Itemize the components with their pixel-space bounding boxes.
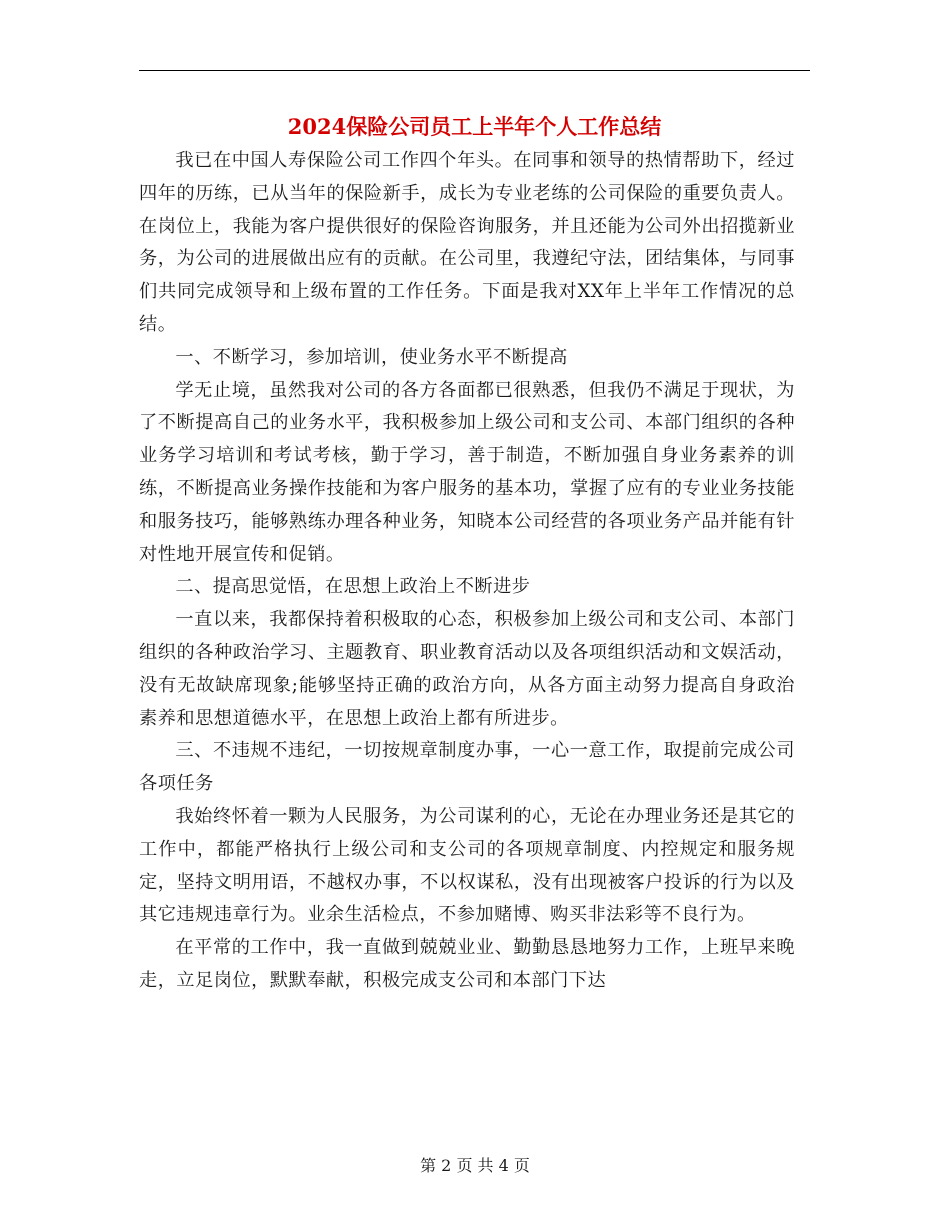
document-title: 2024保险公司员工上半年个人工作总结 xyxy=(287,114,662,139)
intro-paragraph: 我已在中国人寿保险公司工作四个年头。在同事和领导的热情帮助下，经过四年的历练，已从当年的保险新手，成长为专业老练的公司保险的重要负责人。在岗位上，我能为客户提供很好的保险咨询服务，并且还能为公司外出招揽新业务，为公司的进展做出应有的贡献。在公司里，我遵纪守法，团结集体，与同事们共同完成领导和上级布置的工作任务。下面是我对XX年上半年工作情况的总结。 xyxy=(139,150,795,335)
section-paragraph-1: 学无止境，虽然我对公司的各方各面都已很熟悉，但我仍不满足于现状，为了不断提高自己的业务水平，我积极参加上级公司和支公司、本部门组织的各种业务学习培训和考试考核，勤于学习，善于制造，不断加强自身业务素养的训练，不断提高业务操作技能和为客户服务的基本功，掌握了应有的专业业务技能和服务技巧，能够熟练办理各种业务，知晓本公司经营的各项业务产品并能有针对性地开展宣传和促销。 xyxy=(139,379,795,565)
section-heading-2: 二、提高思觉悟，在思想上政治上不断进步 xyxy=(175,576,531,598)
section-paragraph-4: 在平常的工作中，我一直做到兢兢业业、勤勤恳恳地努力工作，上班早来晚走，立足岗位，默默奉献，积极完成支公司和本部门下达 xyxy=(139,937,795,991)
page-number-footer: 第 2 页 共 4 页 xyxy=(420,1156,530,1175)
document-body xyxy=(139,145,795,998)
section-heading-1: 一、不断学习，参加培训，使业务水平不断提高 xyxy=(175,346,568,368)
header-rule xyxy=(139,70,810,71)
section-paragraph-3: 我始终怀着一颗为人民服务，为公司谋利的心，无论在办理业务还是其它的工作中，都能严格执行上级公司和支公司的各项规章制度、内控规定和服务规定，坚持文明用语，不越权办事，不以权谋私，没有出现被客户投诉的行为以及其它违规违章行为。业余生活检点，不参加赌博、购买非法彩等不良行为。 xyxy=(139,805,795,926)
section-paragraph-2: 一直以来，我都保持着积极取的心态，积极参加上级公司和支公司、本部门组织的各种政治学习、主题教育、职业教育活动以及各项组织活动和文娱活动，没有无故缺席现象;能够坚持正确的政治方向，从各方面主动努力提高自身政治素养和思想道德水平，在思想上政治上都有所进步。 xyxy=(139,609,795,729)
section-heading-3: 三、不违规不违纪，一切按规章制度办事，一心一意工作，取提前完成公司各项任务 xyxy=(139,740,795,795)
